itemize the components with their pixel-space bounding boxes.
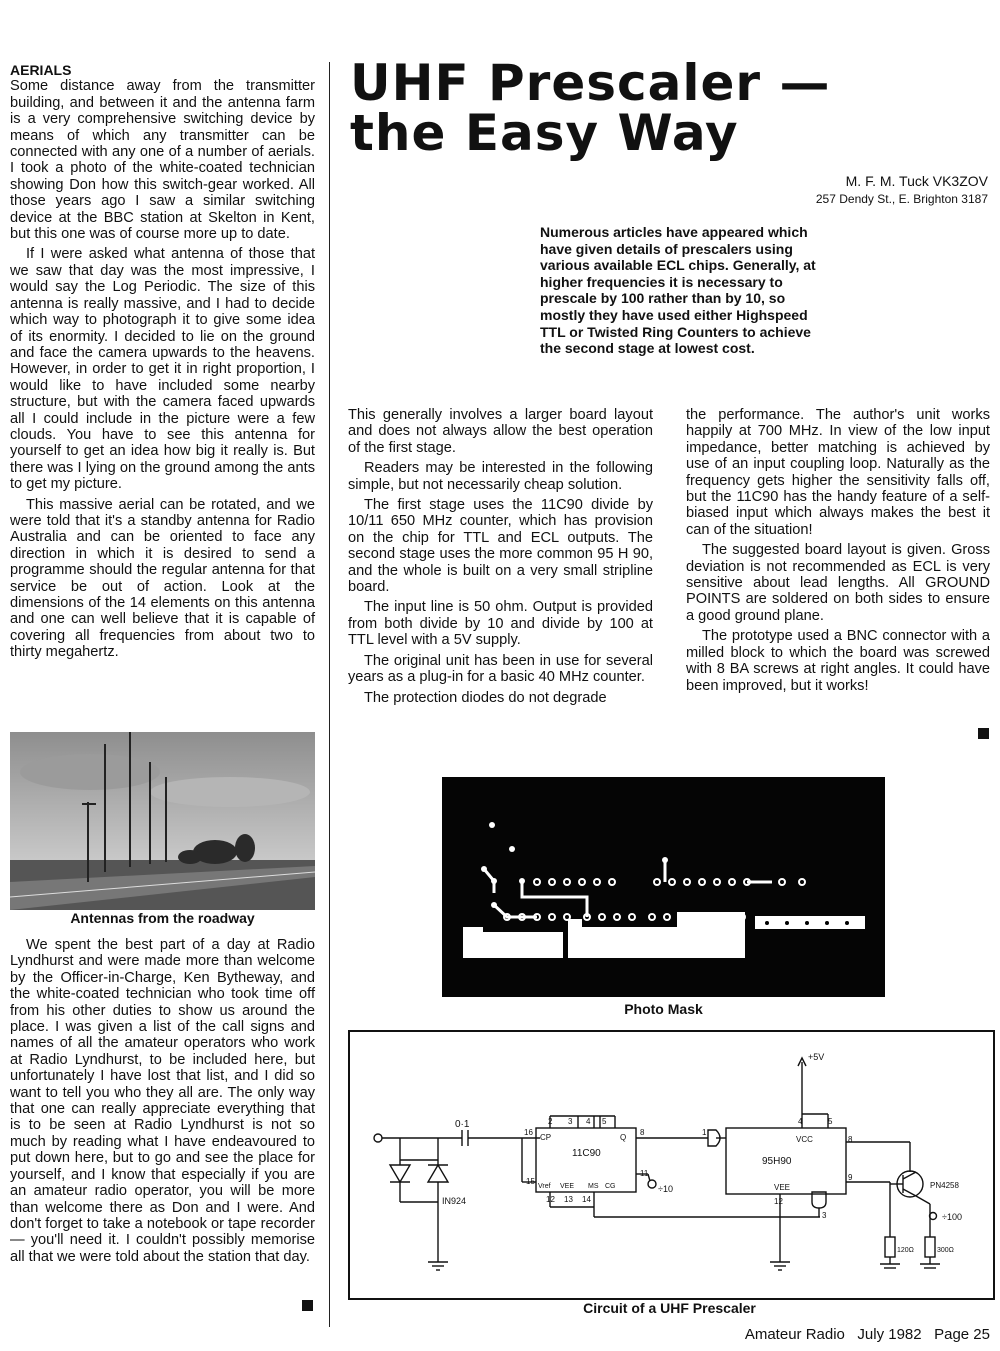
photo-mask [442, 777, 885, 997]
paragraph: If I were asked what antenna of those that we saw that day was the most impressive, I would say the Log Periodic. The size of this antenna is really massive, and I had to decide which way to photograph it to give some idea of its enormity. I decided to lie on the ground and face the camera upwards to the heavens. However, in order to get it in right proportion, I would like to have included some nearby structure, but with the camera faced upwards all I could include in the picture were a few clouds. You have to see this antenna for yourself to get an idea how big it really is. But there was I lying on the ground among the ants to get my picture. [10, 246, 315, 493]
paragraph: This generally involves a larger board layout and does not always allow the best operation of the first stage. [348, 407, 653, 456]
pin-number: 12 [774, 1197, 783, 1206]
pin-number: 1 [702, 1128, 707, 1137]
pin-number: 16 [524, 1128, 533, 1137]
paragraph: Some distance away from the transmitter building, and between it and the antenna farm is a very comprehensive switching device by means of which any transmitter can be connected with any one of a number of aerials. I took a photo of the white-coated technician showing Don how this switch-gear worked. All those years ago I saw a similar switching device at the BBC station at Skelton in Kent, but this one was of course more up to date. [10, 78, 315, 243]
pin-label: VCC [796, 1135, 813, 1144]
paragraph: We spent the best part of a day at Radio Lyndhurst and were made more than welcome by the Officer-in-Charge, Ken Bytheway, and the white-coated technician who took time off from his other duties to show us around the place. I was given a list of the call signs and names of all the amateur operators who work at Radio Lyndhurst, to be included here, but unfortunately I have lost that list, and I did so want to tell you who they all are. The only way that one can really appreciate everything that is to be seen at Radio Lyndhurst is not so much by reading what I have endeavoured to put down here, but to go and see the place for yourself, and I know that especially if you are an amateur radio operator, you will be more than welcome there as Don and I were. And don't forget to take a notebook or tape recorder — you'll need it. I couldn't possibly memorise all that we were told about the station that day. [10, 937, 315, 1265]
pin-number: 12 [546, 1195, 555, 1204]
end-mark [978, 728, 989, 739]
pin-label: CP [540, 1133, 552, 1142]
div100-label: ÷100 [942, 1212, 962, 1222]
pin-number: 14 [582, 1195, 591, 1204]
left-column [10, 62, 315, 665]
paragraph: The first stage uses the 11C90 divide by 10/11 650 MHz counter, which has provision on the chip for TTL and ECL outputs. The second stage uses the more common 95 H 90, and the whole is built on a very small stripline board. [348, 497, 653, 596]
paragraph: The prototype used a BNC connector with a milled block to which the board was screwed with 8 BA screws at right angles. It could have been improved, but it works! [686, 628, 990, 694]
title-line-2: the Easy Way [350, 104, 739, 162]
pin-number: 15 [526, 1177, 535, 1186]
paragraph: The original unit has been in use for several years as a plug-in for a basic 40 MHz counter. [348, 652, 653, 686]
pcb-mask-illustration [442, 777, 885, 997]
address: 257 Dendy St., E. Brighton 3187 [815, 192, 988, 206]
pin-number: 4 [586, 1117, 591, 1126]
byline [816, 172, 988, 208]
div10-label: ÷10 [658, 1184, 673, 1194]
paragraph: The input line is 50 ohm. Output is provided from both divide by 10 and divide by 100 at TTL level with a 5V supply. [348, 599, 653, 649]
column-divider [329, 62, 330, 1327]
input-terminal [374, 1134, 382, 1142]
pin-label: Q [620, 1133, 627, 1142]
pin-label: VEE [560, 1183, 575, 1190]
pin-number: 8 [640, 1128, 645, 1137]
abstract: Numerous articles have appeared which have given details of prescalers using various available ECL chips. Generally, at higher frequencies it is necessary to prescale by 100 rather than by 10, so mostly they have used either Highspeed TTL or Twisted Ring Counters to achieve the second stage at lowest cost. [540, 224, 816, 357]
end-mark [302, 1300, 313, 1311]
pin-number: 3 [568, 1117, 573, 1126]
pin-number: 8 [848, 1135, 853, 1144]
page-footer: Amateur Radio July 1982 Page 25 [744, 1326, 990, 1343]
prescaler-schematic [350, 1032, 993, 1298]
pin-label: CG [605, 1183, 616, 1190]
pin-number: 4 [798, 1117, 803, 1126]
article-column-2 [686, 407, 990, 698]
article-title [350, 54, 970, 162]
diode-label: IN924 [442, 1196, 467, 1206]
paragraph: This massive aerial can be rotated, and we were told that it's a standby antenna for Radio Australia and can be oriented to face any direction in which it is desired to send a programme should the regular antenna for that service be out of action. Look at the dimensions of the 14 elements on this antenna and one can well believe that it is capable of covering all frequencies from about two to thirty megahertz. [10, 496, 315, 661]
pin-number: 9 [848, 1173, 853, 1182]
paragraph: Readers may be interested in the following simple, but not necessarily cheap solution. [348, 460, 653, 493]
output-div10-terminal [648, 1180, 656, 1188]
pin-number: 11 [640, 1169, 649, 1178]
paragraph: The suggested board layout is given. Gross deviation is not recommended as ECL is very sensitive about lead lengths. All GROUND POINTS are soldered on both sides to ensure a good ground plane. [686, 542, 990, 624]
author: M. F. M. Tuck VK3ZOV [845, 173, 988, 189]
left-column-continued [10, 937, 315, 1269]
pin-number: 13 [564, 1195, 573, 1204]
cap-label: 0·1 [455, 1119, 470, 1130]
photo-mask-caption: Photo Mask [624, 1001, 703, 1017]
transistor-label: PN4258 [930, 1181, 959, 1190]
resistor1-label: 120Ω [897, 1247, 914, 1254]
section-heading-aerials: AERIALS [10, 62, 72, 78]
paragraph: the performance. The author's unit works happily at 700 MHz. In view of the low input impedance, better matching is achieved by use of an input coupling loop. Naturally as the frequency gets higher the sensitivity falls off, but the 11C90 has the handy feature of a self-biased input which always makes the best it can of the situation! [686, 407, 990, 538]
pin-label: VEE [774, 1183, 791, 1192]
antenna-photo [10, 732, 315, 910]
pin-label: Vref [538, 1183, 551, 1190]
paragraph: The protection diodes do not degrade [364, 689, 607, 706]
circuit-caption: Circuit of a UHF Prescaler [583, 1300, 756, 1316]
circuit-diagram [348, 1030, 995, 1300]
photo-caption: Antennas from the roadway [70, 910, 255, 926]
pin-number: 5 [828, 1117, 833, 1126]
pin-number: 2 [548, 1117, 553, 1126]
chip1-label: 11C90 [572, 1148, 601, 1159]
supply-label: +5V [808, 1052, 825, 1062]
pin-label: MS [588, 1183, 599, 1190]
title-line-1: UHF Prescaler — [350, 54, 831, 112]
pin-number: 3 [822, 1211, 827, 1220]
chip2-label: 95H90 [762, 1156, 792, 1167]
article-column-1 [348, 407, 653, 710]
roadway-photo-illustration [10, 732, 315, 910]
resistor2-label: 300Ω [937, 1247, 954, 1254]
pin-number: 5 [602, 1117, 607, 1126]
